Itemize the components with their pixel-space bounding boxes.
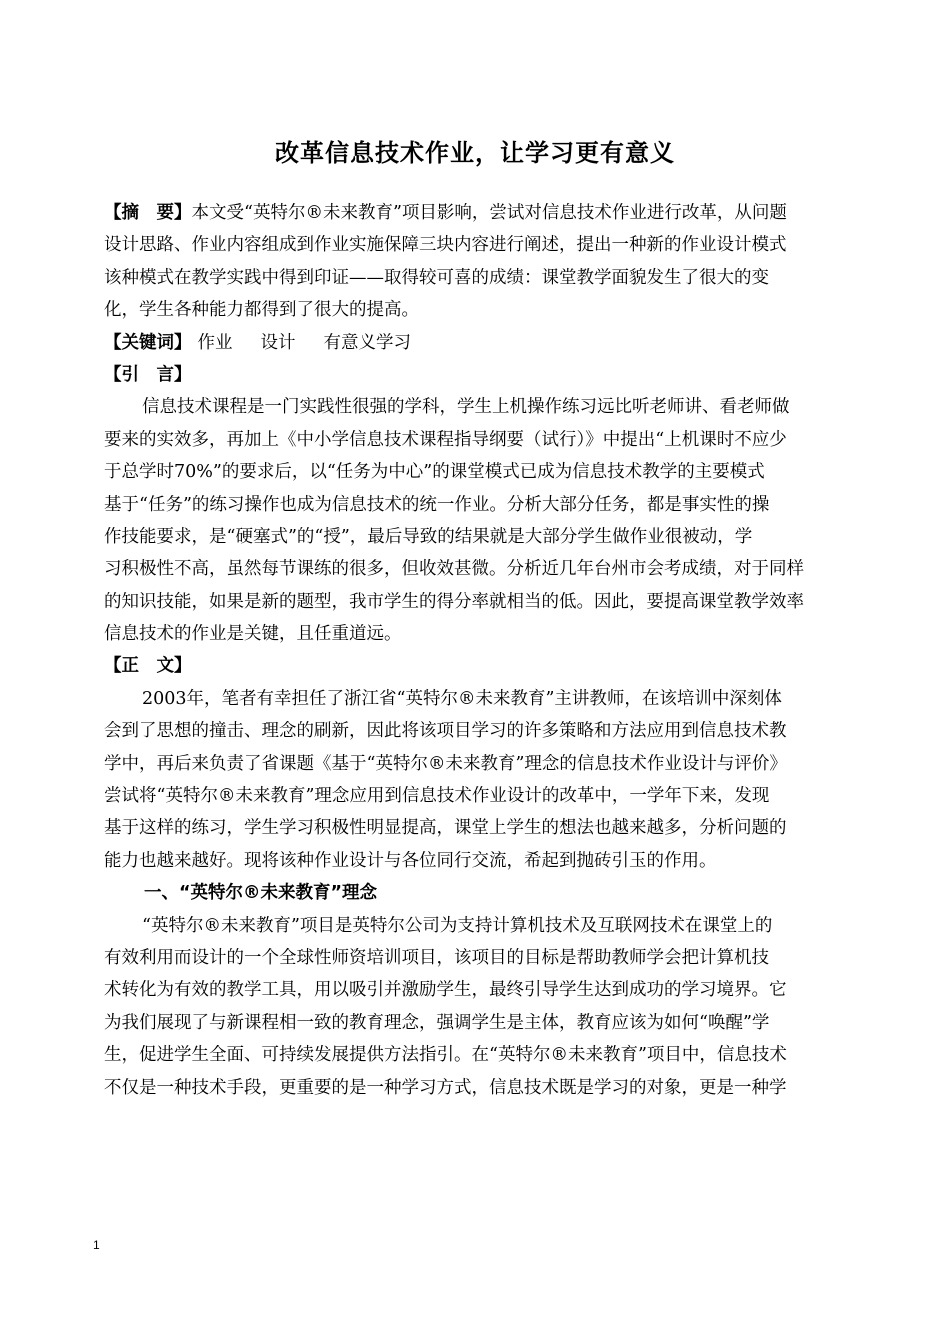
- main-line: 2003年，笔者有幸担任了浙江省“英特尔®未来教育”主讲教师，在该培训中深刻体: [142, 688, 782, 709]
- intro-line: 习积极性不高，虽然每节课练的很多，但收效甚微。分析近几年台州市会考成绩，对于同样: [104, 559, 804, 580]
- intro-line: 要来的实效多，再加上《中小学信息技术课程指导纲要（试行）》中提出“上机课时不应少: [104, 429, 787, 450]
- keywords-label: 【关键词】: [104, 332, 192, 353]
- main-line: 基于这样的练习，学生学习积极性明显提高，课堂上学生的想法也越来越多，分析问题的: [104, 818, 787, 839]
- page-number: 1: [93, 1238, 100, 1252]
- intro-line: 基于“任务”的练习操作也成为信息技术的统一作业。分析大部分任务，都是事实性的操: [104, 494, 770, 515]
- keyword: 设计: [260, 332, 296, 353]
- main-line: 尝试将“英特尔®未来教育”理念应用到信息技术作业设计的改革中，一学年下来，发现: [104, 786, 770, 807]
- intro-line: 于总学时70%”的要求后，以“任务为中心”的课堂模式已成为信息技术教学的主要模式: [104, 462, 765, 483]
- abstract-line: 该种模式在教学实践中得到印证——取得较可喜的成绩：课堂教学面貌发生了很大的变: [104, 267, 769, 288]
- section-line: 有效利用而设计的一个全球性师资培训项目，该项目的目标是帮助教师学会把计算机技: [104, 947, 769, 968]
- document-body: [104, 197, 844, 1104]
- section-heading: 一、“英特尔®未来教育”理念: [144, 883, 378, 904]
- abstract-label: 【摘 要】: [104, 203, 192, 223]
- intro-line: 作技能要求，是“硬塞式”的“授”，最后导致的结果就是大部分学生做作业很被动，学: [104, 526, 753, 547]
- intro-line: 信息技术的作业是关键，且任重道远。: [104, 624, 402, 645]
- main-line: 会到了思想的撞击、理念的刷新，因此将该项目学习的许多策略和方法应用到信息技术教: [104, 721, 787, 742]
- section-line: 术转化为有效的教学工具，用以吸引并激励学生，最终引导学生达到成功的学习境界。它: [104, 980, 787, 1001]
- intro-line: 信息技术课程是一门实践性很强的学科，学生上机操作练习远比听老师讲、看老师做: [142, 397, 790, 418]
- main-line: 能力也越来越好。现将该种作业设计与各位同行交流，希起到抛砖引玉的作用。: [104, 850, 717, 871]
- keyword: 有意义学习: [323, 332, 411, 353]
- section-line: “英特尔®未来教育”项目是英特尔公司为支持计算机技术及互联网技术在课堂上的: [142, 915, 773, 936]
- section-line: 不仅是一种技术手段，更重要的是一种学习方式，信息技术既是学习的对象，更是一种学: [104, 1077, 787, 1098]
- abstract-text: 本文受“英特尔®未来教育”项目影响，尝试对信息技术作业进行改革，从问题: [191, 203, 787, 223]
- section-line: 生，促进学生全面、可持续发展提供方法指引。在“英特尔®未来教育”项目中，信息技术: [104, 1045, 787, 1066]
- intro-heading: 【引 言】: [104, 364, 192, 385]
- keyword: 作业: [197, 332, 233, 353]
- abstract-line: 设计思路、作业内容组成到作业实施保障三块内容进行阐述，提出一种新的作业设计模式: [104, 235, 787, 256]
- keywords-line: [104, 327, 844, 359]
- document-title: 改革信息技术作业，让学习更有意义: [275, 139, 675, 167]
- intro-line: 的知识技能，如果是新的题型，我市学生的得分率就相当的低。因此，要提高课堂教学效率: [104, 591, 804, 612]
- section-line: 为我们展现了与新课程相一致的教育理念，强调学生是主体，教育应该为如何“唤醒”学: [104, 1012, 770, 1033]
- abstract-line: 化，学生各种能力都得到了很大的提高。: [104, 300, 419, 321]
- main-heading: 【正 文】: [104, 656, 192, 677]
- main-line: 学中，再后来负责了省课题《基于“英特尔®未来教育”理念的信息技术作业设计与评价》: [104, 753, 787, 774]
- abstract-line: [104, 197, 844, 229]
